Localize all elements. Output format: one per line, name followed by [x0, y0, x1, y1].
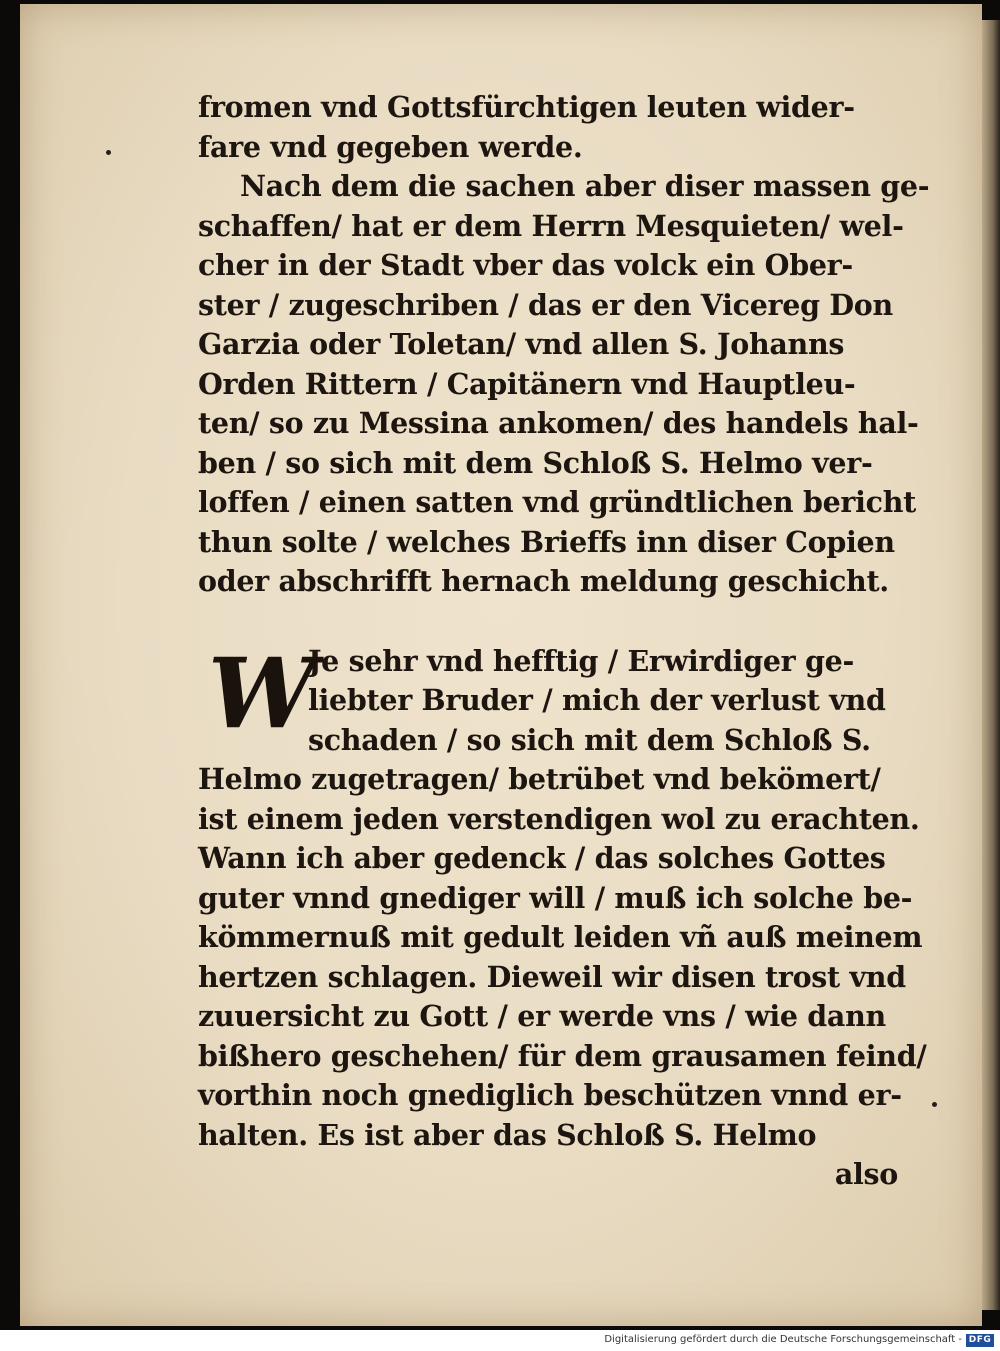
- text-line: oder abschrifft hernach meldung geschicht.: [198, 564, 889, 598]
- paragraph-gap: [198, 602, 898, 642]
- text-block: [198, 88, 930, 1195]
- text-line: thun solte / welches Brieffs inn diser Copien: [198, 524, 895, 559]
- text-line: Orden Rittern / Capitänern vnd Hauptleu-: [198, 366, 856, 401]
- text-line: bißhero geschehen/ für dem grausamen feind/: [198, 1038, 927, 1073]
- text-line: schaden / so sich mit dem Schloß S.: [308, 722, 871, 757]
- page-edge: [982, 20, 1000, 1310]
- text-line: ben / so sich mit dem Schloß S. Helmo ver-: [198, 445, 873, 480]
- text-line: liebter Bruder / mich der verlust vnd: [308, 683, 886, 717]
- text-line: loffen / einen satten vnd gründtlichen bericht: [198, 485, 916, 519]
- text-line: ster / zugeschriben / das er den Vicereg Don: [198, 287, 893, 322]
- text-line: kömmernuß mit gedult leiden vñ auß meinem: [198, 920, 923, 954]
- text-line: ist einem jeden verstendigen wol zu erachten.: [198, 801, 920, 836]
- text-line: fromen vnd Gottsfürchtigen leuten wider-: [198, 90, 855, 124]
- text-line: vorthin noch gnediglich beschützen vnnd er-: [198, 1078, 902, 1112]
- text-line: halten. Es ist aber das Schloß S. Helmo: [198, 1117, 817, 1152]
- text-line: ten/ so zu Messina ankomen/ des handels hal-: [198, 406, 919, 440]
- funding-credit: Digitalisierung gefördert durch die Deutsche Forschungsgemeinschaft -: [604, 1334, 962, 1345]
- margin-mark: [932, 1102, 937, 1107]
- text-line: Wann ich aber gedenck / das solches Gottes: [198, 841, 886, 875]
- margin-mark: [106, 150, 111, 155]
- text-line: Nach dem die sachen aber diser massen ge-: [240, 169, 930, 203]
- text-line: schaffen/ hat er dem Herrn Mesquieten/ wel-: [198, 208, 904, 243]
- text-line: Je sehr vnd hefftig / Erwirdiger ge-: [308, 643, 855, 678]
- text-line: zuuersicht zu Gott / er werde vns / wie dann: [198, 999, 886, 1033]
- text-line: Garzia oder Toletan/ vnd allen S. Johanns: [198, 327, 845, 361]
- text-line: cher in der Stadt vber das volck ein Ober-: [198, 248, 853, 282]
- dfg-logo-icon: DFG: [966, 1334, 994, 1347]
- text-line: Helmo zugetragen/ betrübet vnd bekömert/: [198, 762, 881, 796]
- footer-bar: [0, 1330, 1000, 1351]
- text-line: fare vnd gegeben werde.: [198, 129, 583, 164]
- catchword: also: [834, 1157, 898, 1191]
- text-line: hertzen schlagen. Dieweil wir disen trost vnd: [198, 959, 906, 994]
- drop-cap: W: [208, 636, 316, 750]
- letter-section: [198, 636, 927, 1195]
- text-line: guter vnnd gnediger will / muß ich solche be-: [198, 880, 913, 915]
